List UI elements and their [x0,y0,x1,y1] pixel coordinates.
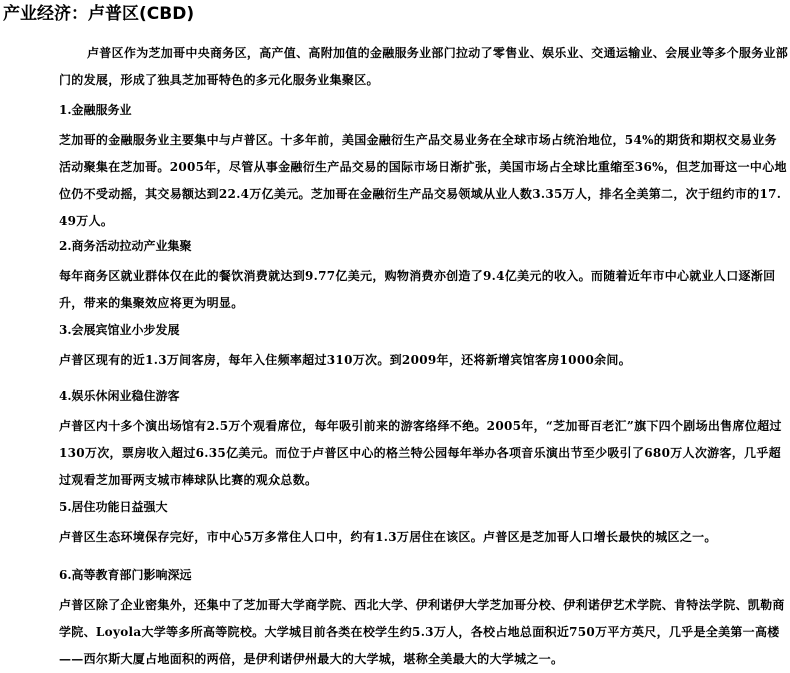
section-heading-entertainment: 4.娱乐休闲业稳住游客 [59,389,180,403]
section-body-business: 每年商务区就业群体仅在此的餐饮消费就达到9.77亿美元，购物消费亦创造了9.4亿美元的收入。而随着近年市中心就业人口逐渐回升，带来的集聚效应将更为明显。 [59,269,776,310]
section-body-finance: 芝加哥的金融服务业主要集中与卢普区。十多年前，美国金融衍生产品交易业务在全球市场占统治地位，54%的期货和期权交易业务活动聚集在芝加哥。2005年，尽管从事金融衍生产品交易的国际市场日渐扩张，美国市场占全球比重缩至36%，但芝加哥这一中心地位仍不受动摇，其交易额达到22.4万亿美元。芝加哥在金融衍生产品交易领域从业人数3.35万人，排名全美第二，次于纽约市的17.49万人。 [59,133,787,228]
section-heading-residential: 5.居住功能日益强大 [59,500,168,514]
page-title: 产业经济：卢普区(CBD) [3,4,195,24]
section-body-residential: 卢普区生态环境保存完好，市中心5万多常住人口中，约有1.3万居住在该区。卢普区是芝加哥人口增长最快的城区之一。 [59,530,717,544]
section-heading-finance: 1.金融服务业 [59,103,132,117]
section-heading-education: 6.高等教育部门影响深远 [59,568,192,582]
section-heading-hotels: 3.会展宾馆业小步发展 [59,323,180,337]
intro-paragraph: 卢普区作为芝加哥中央商务区，高产值、高附加值的金融服务业部门拉动了零售业、娱乐业、交通运输业、会展业等多个服务业部门的发展，形成了独具芝加哥特色的多元化服务业集聚区。 [59,46,789,87]
section-heading-business: 2.商务活动拉动产业集聚 [59,239,192,253]
section-body-entertainment: 卢普区内十多个演出场馆有2.5万个观看席位，每年吸引前来的游客络绎不绝。2005年，“芝加哥百老汇”旗下四个剧场出售席位超过130万次，票房收入超过6.35亿美元。而位于卢普区中心的格兰特公园每年举办各项音乐演出节至少吸引了680万人次游客，几乎超过观看芝加哥两支城市棒球队比赛的观众总数。 [59,419,782,487]
section-body-education: 卢普区除了企业密集外，还集中了芝加哥大学商学院、西北大学、伊利诺伊大学芝加哥分校、伊利诺伊艺术学院、肯特法学院、凯勒商学院、Loyola大学等多所高等院校。大学城目前各类在校学生约5.3万人，各校占地总面积近750万平方英尺，几乎是全美第一高楼——西尔斯大厦占地面积的两倍，是伊利诺伊州最大的大学城，堪称全美最大的大学城之一。 [59,598,785,666]
section-body-hotels: 卢普区现有的近1.3万间客房，每年入住频率超过310万次。到2009年，还将新增宾馆客房1000余间。 [59,353,632,367]
